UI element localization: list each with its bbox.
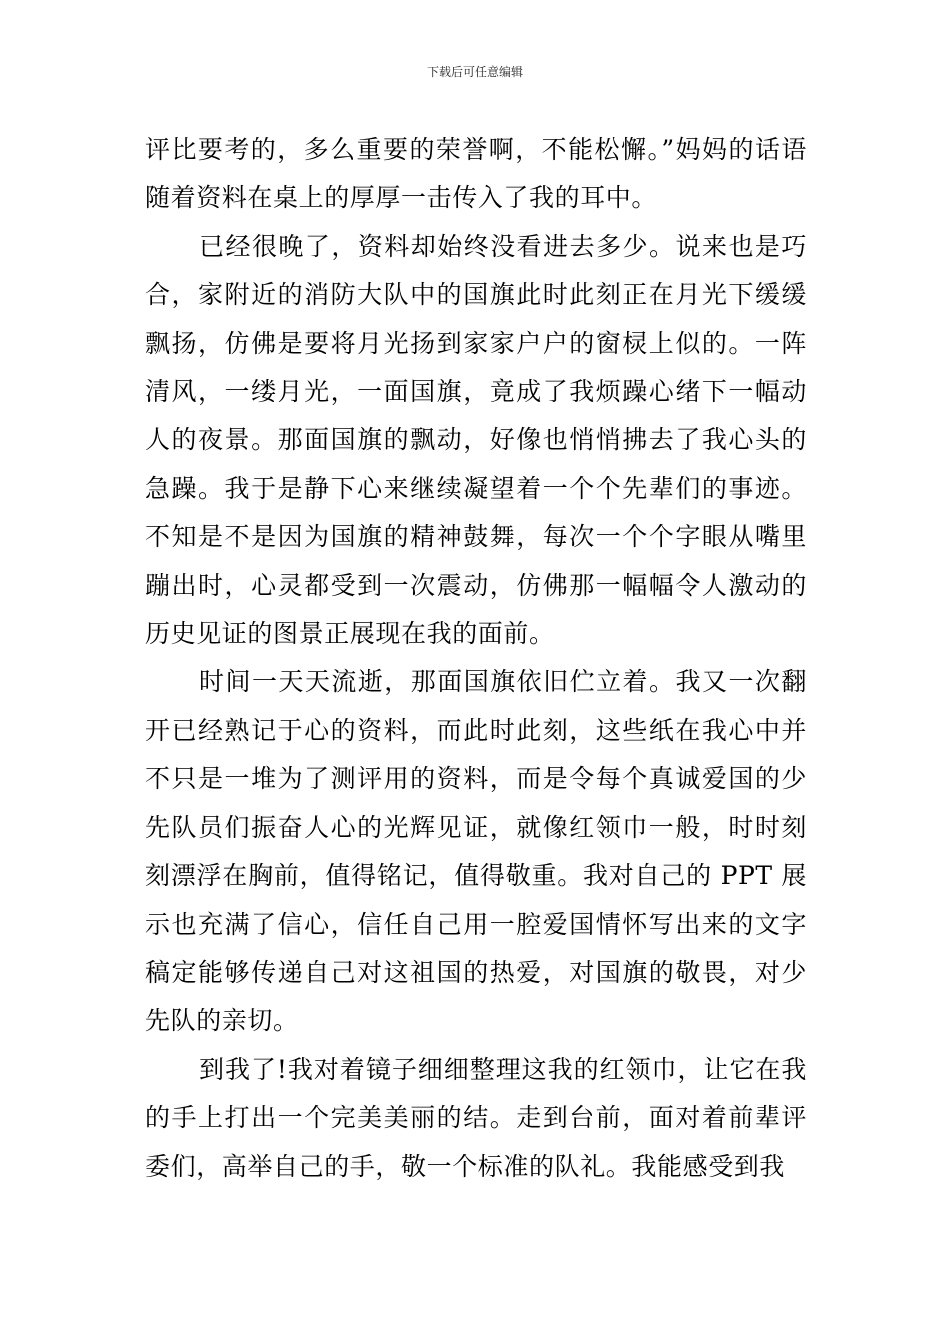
- body-text: [145, 126, 807, 1191]
- paragraph: 已经很晚了，资料却始终没看进去多少。说来也是巧合，家附近的消防大队中的国旗此时此刻正在月光下缓缓飘扬，仿佛是要将月光扬到家家户户的窗棂上似的。一阵清风，一缕月光，一面国旗，竟成了我烦躁心绪下一幅动人的夜景。那面国旗的飘动，好像也悄悄拂去了我心头的急躁。我于是静下心来继续凝望着一个个先辈们的事迹。不知是不是因为国旗的精神鼓舞，每次一个个字眼从嘴里蹦出时，心灵都受到一次震动，仿佛那一幅幅令人激动的历史见证的图景正展现在我的面前。: [145, 231, 807, 649]
- paragraph: 时间一天天流逝，那面国旗依旧伫立着。我又一次翻开已经熟记于心的资料，而此时此刻，这些纸在我心中并不只是一堆为了测评用的资料，而是令每个真诚爱国的少先队员们振奋人心的光辉见证，就像红领巾一般，时时刻刻漂浮在胸前，值得铭记，值得敬重。我对自己的 PPT 展示也充满了信心，信任自己用一腔爱国情怀写出来的文字稿定能够传递自己对这祖国的热爱，对国旗的敬畏，对少先队的亲切。: [145, 667, 807, 1036]
- header-note: 下载后可任意编辑: [426, 65, 523, 79]
- paragraph-continuation: 评比要考的，多么重要的荣誉啊，不能松懈。”妈妈的话语随着资料在桌上的厚厚一击传入了我的耳中。: [145, 135, 807, 213]
- paragraph: 到我了!我对着镜子细细整理这我的红领巾，让它在我的手上打出一个完美美丽的结。走到台前，面对着前辈评委们，高举自己的手，敬一个标准的队礼。我能感受到我: [145, 1054, 807, 1181]
